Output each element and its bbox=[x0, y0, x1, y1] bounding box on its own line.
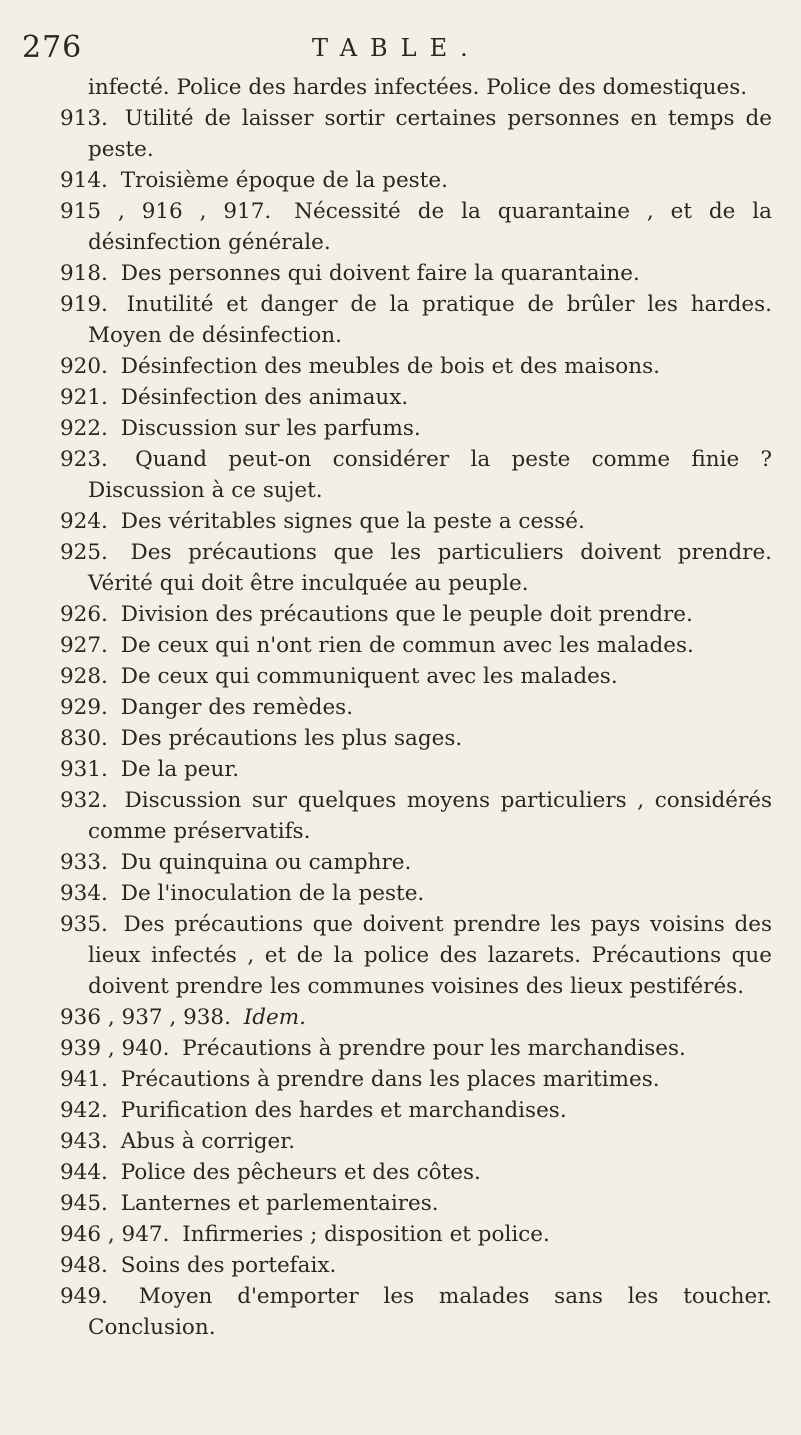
entry-number: 922 . bbox=[60, 416, 115, 441]
entry-text: Des véritables signes que la peste a cessé. bbox=[120, 509, 585, 534]
entry-text: Infirmeries ; disposition et police. bbox=[182, 1222, 550, 1247]
entry-number: 924 . bbox=[60, 509, 115, 534]
running-head: TABLE. bbox=[312, 34, 481, 62]
entry-number: 939 , 940 . bbox=[60, 1036, 176, 1061]
entry-number: 946 , 947 . bbox=[60, 1222, 176, 1247]
toc-entry bbox=[60, 1126, 772, 1157]
entry-text: Lanternes et parlementaires. bbox=[120, 1191, 439, 1216]
toc-entry bbox=[60, 1157, 772, 1188]
toc-entry bbox=[60, 1188, 772, 1219]
entry-number: 935 . bbox=[60, 912, 118, 937]
entry-text: Soins des portefaix. bbox=[120, 1253, 337, 1278]
toc-entry bbox=[60, 723, 772, 754]
continued-entry: infecté. Police des hardes infectées. Police des domestiques. bbox=[88, 75, 748, 100]
toc-entry bbox=[60, 599, 772, 630]
entry-text: Moyen d'emporter les malades sans les toucher. Conclusion. bbox=[88, 1284, 772, 1340]
entry-number: 944 . bbox=[60, 1160, 115, 1185]
entry-number: 936 , 937 , 938 . bbox=[60, 1005, 238, 1030]
toc-entry bbox=[60, 351, 772, 382]
toc-entry bbox=[60, 103, 772, 165]
toc-entry bbox=[60, 506, 772, 537]
entry-text: Idem. bbox=[243, 1005, 306, 1030]
entry-text: Du quinquina ou camphre. bbox=[120, 850, 412, 875]
entry-number: 923 . bbox=[60, 447, 129, 472]
entry-number: 927 . bbox=[60, 633, 115, 658]
toc-entry bbox=[60, 1219, 772, 1250]
toc-entry bbox=[60, 630, 772, 661]
toc-entry bbox=[60, 1281, 772, 1343]
entry-number: 913 . bbox=[60, 106, 119, 131]
page-number: 276 bbox=[22, 30, 83, 65]
entry-text: Abus à corriger. bbox=[120, 1129, 296, 1154]
toc-entry bbox=[60, 1002, 772, 1033]
entry-text: Des précautions que doivent prendre les pays voisins des lieux infectés , et de la police des lazarets. Précautions que doivent prendre les communes voisines des lieux pestiférés. bbox=[88, 912, 772, 999]
entry-text: Troisième époque de la peste. bbox=[120, 168, 448, 193]
entry-text: Des précautions les plus sages. bbox=[120, 726, 463, 751]
entry-number: 942 . bbox=[60, 1098, 115, 1123]
toc-entry bbox=[60, 1033, 772, 1064]
entry-text: Quand peut-on considérer la peste comme finie ? Discussion à ce sujet. bbox=[88, 447, 772, 503]
toc-entry bbox=[60, 1064, 772, 1095]
entry-number: 932 . bbox=[60, 788, 119, 813]
entry-number: 915 , 916 , 917 . bbox=[60, 199, 288, 224]
entry-text: Inutilité et danger de la pratique de brûler les hardes. Moyen de désinfection. bbox=[88, 292, 772, 348]
toc-entry bbox=[60, 196, 772, 258]
toc-entry bbox=[60, 537, 772, 599]
toc-entry bbox=[60, 289, 772, 351]
entry-number: 920 . bbox=[60, 354, 115, 379]
entry-text: Désinfection des meubles de bois et des maisons. bbox=[120, 354, 660, 379]
toc-entry bbox=[60, 878, 772, 909]
entry-text: Précautions à prendre pour les marchandises. bbox=[182, 1036, 686, 1061]
entry-number: 926 . bbox=[60, 602, 115, 627]
entry-text: Désinfection des animaux. bbox=[120, 385, 409, 410]
toc-entry bbox=[60, 909, 772, 1002]
toc-entry bbox=[60, 165, 772, 196]
entry-text: Précautions à prendre dans les places maritimes. bbox=[120, 1067, 660, 1092]
entry-text: De la peur. bbox=[120, 757, 240, 782]
toc-entry bbox=[60, 382, 772, 413]
entry-number: 941 . bbox=[60, 1067, 115, 1092]
entry-number: 934 . bbox=[60, 881, 115, 906]
entry-text: Utilité de laisser sortir certaines personnes en temps de peste. bbox=[88, 106, 772, 162]
entry-number: 945 . bbox=[60, 1191, 115, 1216]
entry-text: Discussion sur quelques moyens particuliers , considérés comme préservatifs. bbox=[88, 788, 772, 844]
entry-list bbox=[60, 103, 772, 1343]
toc-entry bbox=[60, 692, 772, 723]
toc-entry bbox=[60, 258, 772, 289]
entry-number: 925 . bbox=[60, 540, 124, 565]
entry-text: Danger des remèdes. bbox=[120, 695, 354, 720]
toc-entry bbox=[60, 785, 772, 847]
entry-number: 931 . bbox=[60, 757, 115, 782]
toc-entry bbox=[60, 661, 772, 692]
entry-number: 943 . bbox=[60, 1129, 115, 1154]
entry-number: 928 . bbox=[60, 664, 115, 689]
toc-entry bbox=[60, 847, 772, 878]
toc-entry bbox=[60, 413, 772, 444]
entry-number: 929 . bbox=[60, 695, 115, 720]
entry-number: 921 . bbox=[60, 385, 115, 410]
entry-number: 918 . bbox=[60, 261, 115, 286]
page-header bbox=[0, 26, 801, 70]
entry-number: 949 . bbox=[60, 1284, 133, 1309]
toc-entry bbox=[60, 444, 772, 506]
entry-number: 933 . bbox=[60, 850, 115, 875]
entry-number: 948 . bbox=[60, 1253, 115, 1278]
entry-number: 830 . bbox=[60, 726, 115, 751]
entry-number: 914 . bbox=[60, 168, 115, 193]
entry-text: Purification des hardes et marchandises. bbox=[120, 1098, 567, 1123]
entry-text: De l'inoculation de la peste. bbox=[120, 881, 425, 906]
toc-entry bbox=[60, 754, 772, 785]
entry-text: Des personnes qui doivent faire la quarantaine. bbox=[120, 261, 640, 286]
entry-text: Police des pêcheurs et des côtes. bbox=[120, 1160, 481, 1185]
toc-entry bbox=[60, 1095, 772, 1126]
entry-text: Discussion sur les parfums. bbox=[120, 416, 421, 441]
entry-text: Division des précautions que le peuple doit prendre. bbox=[120, 602, 693, 627]
entry-number: 919 . bbox=[60, 292, 121, 317]
toc-entry bbox=[60, 1250, 772, 1281]
entry-text: De ceux qui n'ont rien de commun avec les malades. bbox=[120, 633, 694, 658]
entry-text: Nécessité de la quarantaine , et de la désinfection générale. bbox=[88, 199, 772, 255]
table-of-contents bbox=[60, 72, 772, 1343]
entry-text: Des précautions que les particuliers doivent prendre. Vérité qui doit être inculquée au peuple. bbox=[88, 540, 773, 596]
entry-text: De ceux qui communiquent avec les malades. bbox=[120, 664, 618, 689]
